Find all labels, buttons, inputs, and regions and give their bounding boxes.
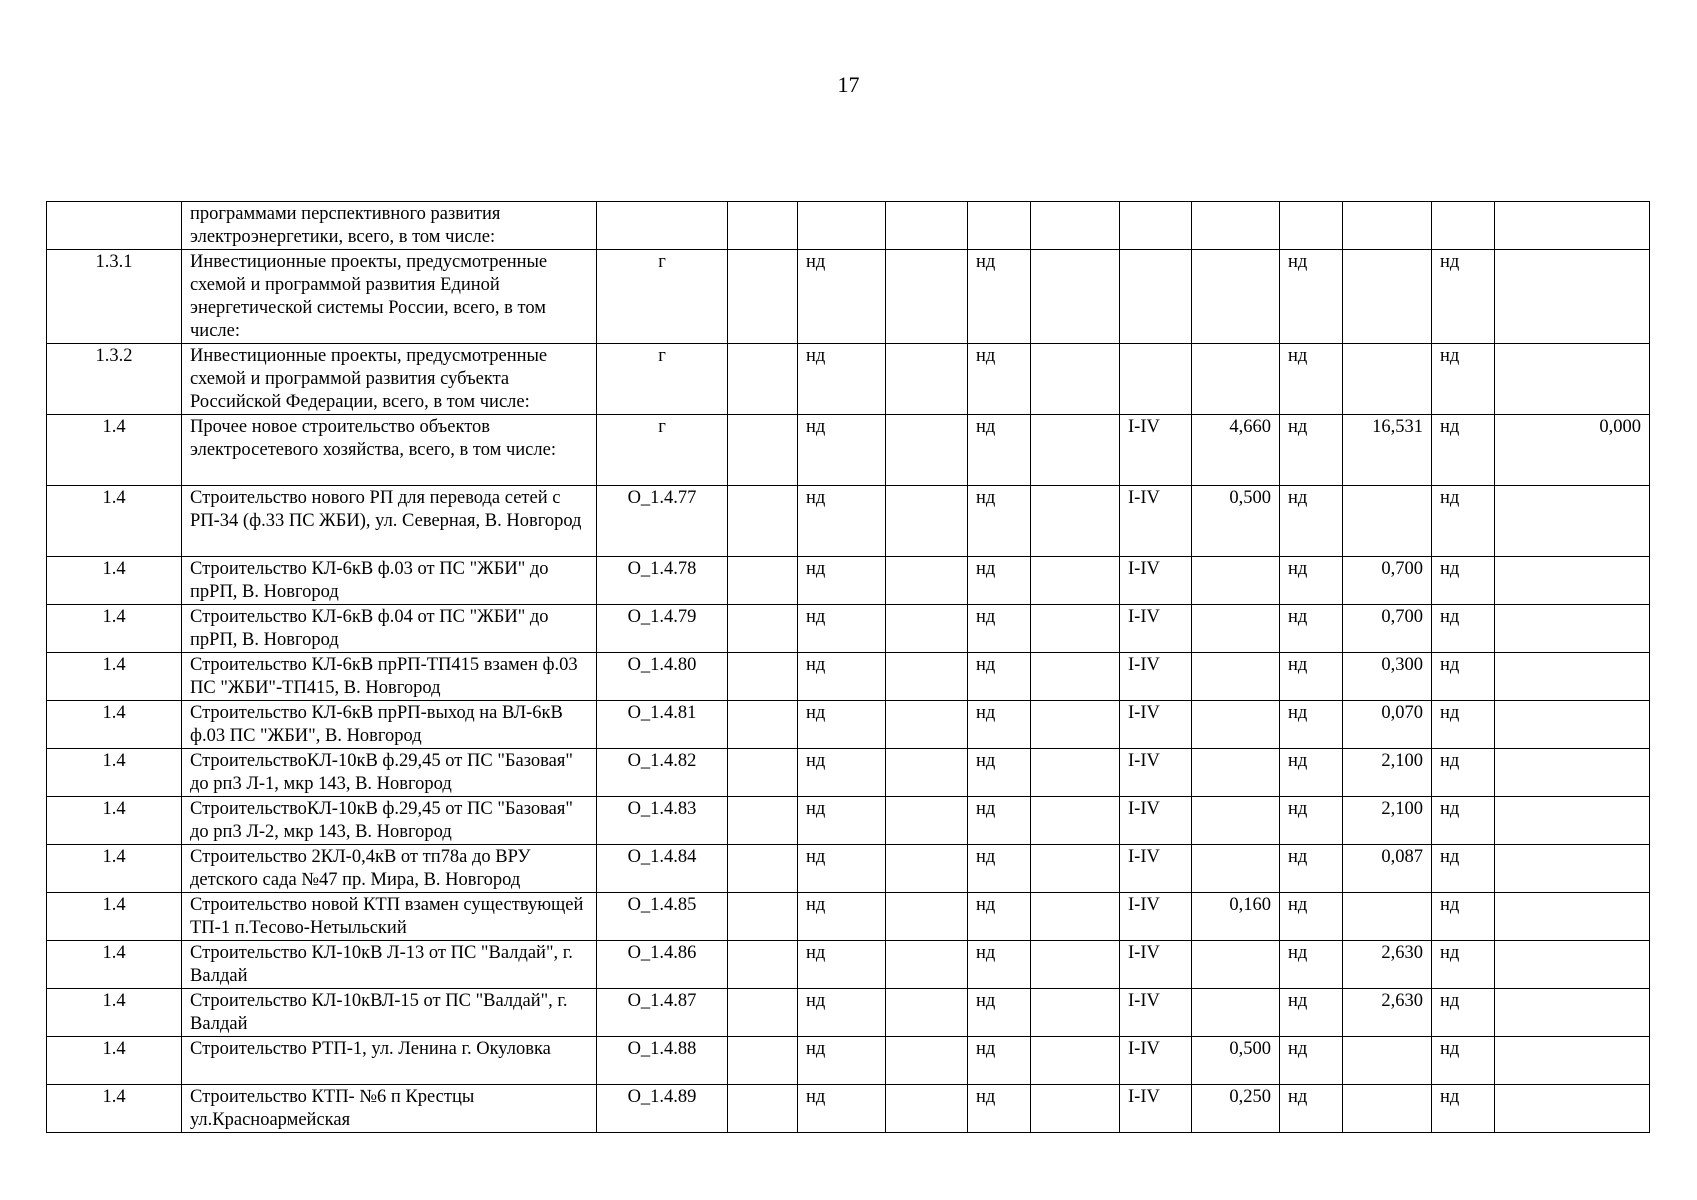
cell-period: I-IV xyxy=(1120,749,1192,797)
cell-name: Строительство 2КЛ-0,4кВ от тп78а до ВРУ детского сада №47 пр. Мира, В. Новгород xyxy=(182,845,597,893)
cell-num: 1.4 xyxy=(47,653,182,701)
cell-v2: 0,700 xyxy=(1343,557,1432,605)
cell-c4 xyxy=(728,1037,798,1085)
cell-c7: нд xyxy=(968,845,1031,893)
table-row xyxy=(47,415,1650,486)
cell-period xyxy=(1120,250,1192,344)
cell-c6 xyxy=(886,845,968,893)
cell-c7: нд xyxy=(968,344,1031,415)
cell-c5: нд xyxy=(798,989,886,1037)
cell-code: О_1.4.89 xyxy=(597,1085,728,1133)
cell-num: 1.4 xyxy=(47,1037,182,1085)
cell-num: 1.4 xyxy=(47,941,182,989)
cell-v1: 0,250 xyxy=(1192,1085,1280,1133)
cell-v1 xyxy=(1192,557,1280,605)
cell-c6 xyxy=(886,344,968,415)
cell-code: О_1.4.82 xyxy=(597,749,728,797)
cell-period xyxy=(1120,202,1192,250)
cell-v2: 2,630 xyxy=(1343,989,1432,1037)
cell-c5: нд xyxy=(798,605,886,653)
cell-name: Строительство РТП-1, ул. Ленина г. Окуловка xyxy=(182,1037,597,1085)
cell-c7: нд xyxy=(968,250,1031,344)
cell-c6 xyxy=(886,605,968,653)
cell-v1 xyxy=(1192,250,1280,344)
cell-c13: нд xyxy=(1432,605,1495,653)
cell-period: I-IV xyxy=(1120,941,1192,989)
cell-v2: 0,070 xyxy=(1343,701,1432,749)
cell-c4 xyxy=(728,989,798,1037)
cell-c6 xyxy=(886,1037,968,1085)
cell-c8 xyxy=(1031,653,1120,701)
cell-v2: 0,700 xyxy=(1343,605,1432,653)
cell-c4 xyxy=(728,1085,798,1133)
cell-c11: нд xyxy=(1280,415,1343,486)
cell-period: I-IV xyxy=(1120,989,1192,1037)
cell-c13: нд xyxy=(1432,797,1495,845)
cell-c5: нд xyxy=(798,653,886,701)
table-row xyxy=(47,557,1650,605)
cell-c4 xyxy=(728,749,798,797)
cell-c8 xyxy=(1031,941,1120,989)
cell-v3 xyxy=(1495,486,1650,557)
cell-c8 xyxy=(1031,989,1120,1037)
cell-v1 xyxy=(1192,941,1280,989)
cell-c8 xyxy=(1031,845,1120,893)
cell-c5: нд xyxy=(798,941,886,989)
cell-v3: 0,000 xyxy=(1495,415,1650,486)
cell-c8 xyxy=(1031,605,1120,653)
cell-c6 xyxy=(886,941,968,989)
cell-num: 1.4 xyxy=(47,1085,182,1133)
table-row xyxy=(47,1037,1650,1085)
cell-c7: нд xyxy=(968,1085,1031,1133)
cell-num: 1.3.1 xyxy=(47,250,182,344)
cell-c5: нд xyxy=(798,486,886,557)
cell-name: Строительство КЛ-6кВ прРП-выход на ВЛ-6кВ ф.03 ПС "ЖБИ", В. Новгород xyxy=(182,701,597,749)
cell-c13: нд xyxy=(1432,486,1495,557)
cell-c4 xyxy=(728,893,798,941)
cell-name: Строительство КЛ-6кВ ф.04 от ПС "ЖБИ" до прРП, В. Новгород xyxy=(182,605,597,653)
cell-c13: нд xyxy=(1432,557,1495,605)
cell-code: О_1.4.80 xyxy=(597,653,728,701)
cell-v3 xyxy=(1495,202,1650,250)
cell-c5: нд xyxy=(798,415,886,486)
table-row xyxy=(47,250,1650,344)
cell-v2: 0,300 xyxy=(1343,653,1432,701)
table-row xyxy=(47,845,1650,893)
cell-v2 xyxy=(1343,344,1432,415)
cell-c6 xyxy=(886,653,968,701)
cell-code: г xyxy=(597,344,728,415)
cell-c6 xyxy=(886,250,968,344)
cell-c13: нд xyxy=(1432,653,1495,701)
table-row xyxy=(47,749,1650,797)
table-row xyxy=(47,202,1650,250)
cell-code: О_1.4.84 xyxy=(597,845,728,893)
cell-c8 xyxy=(1031,893,1120,941)
cell-c5: нд xyxy=(798,1085,886,1133)
cell-v3 xyxy=(1495,749,1650,797)
cell-v2 xyxy=(1343,1085,1432,1133)
cell-v1 xyxy=(1192,653,1280,701)
table-row xyxy=(47,941,1650,989)
cell-c7: нд xyxy=(968,486,1031,557)
cell-num xyxy=(47,202,182,250)
cell-c8 xyxy=(1031,797,1120,845)
cell-name: Строительство нового РП для перевода сетей с РП-34 (ф.33 ПС ЖБИ), ул. Северная, В. Новгород xyxy=(182,486,597,557)
table-row xyxy=(47,1085,1650,1133)
cell-v2: 2,100 xyxy=(1343,749,1432,797)
cell-name: Строительство КЛ-6кВ ф.03 от ПС "ЖБИ" до прРП, В. Новгород xyxy=(182,557,597,605)
cell-c5: нд xyxy=(798,749,886,797)
cell-c4 xyxy=(728,941,798,989)
cell-v1: 0,500 xyxy=(1192,1037,1280,1085)
cell-code: О_1.4.79 xyxy=(597,605,728,653)
cell-c4 xyxy=(728,797,798,845)
cell-period: I-IV xyxy=(1120,845,1192,893)
cell-code: г xyxy=(597,415,728,486)
cell-c6 xyxy=(886,415,968,486)
cell-v1 xyxy=(1192,845,1280,893)
table-row xyxy=(47,605,1650,653)
cell-c11: нд xyxy=(1280,797,1343,845)
cell-c8 xyxy=(1031,749,1120,797)
table-row xyxy=(47,797,1650,845)
cell-v3 xyxy=(1495,797,1650,845)
cell-code xyxy=(597,202,728,250)
cell-c8 xyxy=(1031,1037,1120,1085)
cell-period: I-IV xyxy=(1120,557,1192,605)
cell-v1 xyxy=(1192,344,1280,415)
cell-c7 xyxy=(968,202,1031,250)
cell-c11 xyxy=(1280,202,1343,250)
cell-c4 xyxy=(728,250,798,344)
cell-code: О_1.4.88 xyxy=(597,1037,728,1085)
cell-c8 xyxy=(1031,344,1120,415)
cell-c13: нд xyxy=(1432,845,1495,893)
table-row xyxy=(47,344,1650,415)
cell-v3 xyxy=(1495,893,1650,941)
cell-c7: нд xyxy=(968,893,1031,941)
cell-c6 xyxy=(886,749,968,797)
table-row xyxy=(47,989,1650,1037)
cell-v1 xyxy=(1192,701,1280,749)
cell-v3 xyxy=(1495,941,1650,989)
cell-v2 xyxy=(1343,893,1432,941)
cell-code: г xyxy=(597,250,728,344)
cell-c8 xyxy=(1031,486,1120,557)
cell-c13: нд xyxy=(1432,1037,1495,1085)
cell-c8 xyxy=(1031,250,1120,344)
cell-c13: нд xyxy=(1432,344,1495,415)
cell-v2 xyxy=(1343,486,1432,557)
cell-num: 1.4 xyxy=(47,557,182,605)
cell-period: I-IV xyxy=(1120,893,1192,941)
cell-name: Инвестиционные проекты, предусмотренные схемой и программой развития Единой энергетической системы России, всего, в том числе: xyxy=(182,250,597,344)
cell-c5: нд xyxy=(798,1037,886,1085)
cell-v2: 2,100 xyxy=(1343,797,1432,845)
cell-c8 xyxy=(1031,557,1120,605)
table-row xyxy=(47,486,1650,557)
cell-v2 xyxy=(1343,202,1432,250)
cell-code: О_1.4.81 xyxy=(597,701,728,749)
cell-c7: нд xyxy=(968,653,1031,701)
cell-v2: 2,630 xyxy=(1343,941,1432,989)
cell-c11: нд xyxy=(1280,605,1343,653)
cell-num: 1.4 xyxy=(47,797,182,845)
cell-c7: нд xyxy=(968,989,1031,1037)
cell-c6 xyxy=(886,797,968,845)
cell-v1 xyxy=(1192,202,1280,250)
cell-num: 1.4 xyxy=(47,845,182,893)
cell-c6 xyxy=(886,701,968,749)
cell-num: 1.4 xyxy=(47,415,182,486)
cell-c6 xyxy=(886,486,968,557)
cell-c7: нд xyxy=(968,415,1031,486)
cell-c11: нд xyxy=(1280,701,1343,749)
cell-c7: нд xyxy=(968,797,1031,845)
cell-c6 xyxy=(886,893,968,941)
cell-name: Строительство КЛ-6кВ прРП-ТП415 взамен ф.03 ПС "ЖБИ"-ТП415, В. Новгород xyxy=(182,653,597,701)
cell-c5: нд xyxy=(798,557,886,605)
cell-c13: нд xyxy=(1432,749,1495,797)
cell-num: 1.4 xyxy=(47,989,182,1037)
cell-v2 xyxy=(1343,1037,1432,1085)
cell-c11: нд xyxy=(1280,1085,1343,1133)
cell-c11: нд xyxy=(1280,749,1343,797)
cell-v1: 0,500 xyxy=(1192,486,1280,557)
cell-c11: нд xyxy=(1280,845,1343,893)
page-number: 17 xyxy=(837,72,860,97)
cell-period: I-IV xyxy=(1120,1085,1192,1133)
cell-period: I-IV xyxy=(1120,797,1192,845)
table-body xyxy=(47,202,1650,1133)
cell-c6 xyxy=(886,557,968,605)
cell-v1 xyxy=(1192,605,1280,653)
cell-c11: нд xyxy=(1280,989,1343,1037)
cell-c6 xyxy=(886,989,968,1037)
cell-c6 xyxy=(886,202,968,250)
table-row xyxy=(47,893,1650,941)
cell-name: СтроительствоКЛ-10кВ ф.29,45 от ПС "Базовая" до рп3 Л-1, мкр 143, В. Новгород xyxy=(182,749,597,797)
cell-c4 xyxy=(728,344,798,415)
cell-num: 1.3.2 xyxy=(47,344,182,415)
cell-v1 xyxy=(1192,797,1280,845)
cell-c5: нд xyxy=(798,893,886,941)
cell-c4 xyxy=(728,557,798,605)
cell-c5: нд xyxy=(798,701,886,749)
cell-c5: нд xyxy=(798,845,886,893)
cell-v1: 0,160 xyxy=(1192,893,1280,941)
cell-c11: нд xyxy=(1280,893,1343,941)
cell-period: I-IV xyxy=(1120,605,1192,653)
cell-c8 xyxy=(1031,415,1120,486)
cell-name: Прочее новое строительство объектов электросетевого хозяйства, всего, в том числе: xyxy=(182,415,597,486)
cell-c5 xyxy=(798,202,886,250)
cell-num: 1.4 xyxy=(47,893,182,941)
cell-code: О_1.4.83 xyxy=(597,797,728,845)
cell-v3 xyxy=(1495,1037,1650,1085)
cell-v3 xyxy=(1495,845,1650,893)
cell-v3 xyxy=(1495,557,1650,605)
cell-c7: нд xyxy=(968,605,1031,653)
cell-code: О_1.4.87 xyxy=(597,989,728,1037)
cell-name: Строительство КЛ-10кВ Л-13 от ПС "Валдай", г. Валдай xyxy=(182,941,597,989)
cell-num: 1.4 xyxy=(47,486,182,557)
cell-c11: нд xyxy=(1280,557,1343,605)
cell-v1 xyxy=(1192,989,1280,1037)
cell-v2: 0,087 xyxy=(1343,845,1432,893)
cell-c5: нд xyxy=(798,250,886,344)
cell-c11: нд xyxy=(1280,1037,1343,1085)
cell-name: Строительство КТП- №6 п Крестцы ул.Красноармейская xyxy=(182,1085,597,1133)
cell-code: О_1.4.77 xyxy=(597,486,728,557)
cell-v1: 4,660 xyxy=(1192,415,1280,486)
cell-v1 xyxy=(1192,749,1280,797)
cell-code: О_1.4.86 xyxy=(597,941,728,989)
cell-c4 xyxy=(728,701,798,749)
investment-table xyxy=(46,201,1650,1133)
cell-c13: нд xyxy=(1432,989,1495,1037)
cell-period: I-IV xyxy=(1120,415,1192,486)
cell-c11: нд xyxy=(1280,344,1343,415)
cell-c4 xyxy=(728,415,798,486)
cell-period: I-IV xyxy=(1120,1037,1192,1085)
cell-v3 xyxy=(1495,1085,1650,1133)
cell-name: программами перспективного развития электроэнергетики, всего, в том числе: xyxy=(182,202,597,250)
cell-c4 xyxy=(728,845,798,893)
cell-c13: нд xyxy=(1432,250,1495,344)
cell-c6 xyxy=(886,1085,968,1133)
cell-period: I-IV xyxy=(1120,486,1192,557)
cell-c8 xyxy=(1031,1085,1120,1133)
cell-c7: нд xyxy=(968,701,1031,749)
cell-c13 xyxy=(1432,202,1495,250)
cell-c13: нд xyxy=(1432,893,1495,941)
cell-code: О_1.4.78 xyxy=(597,557,728,605)
cell-code: О_1.4.85 xyxy=(597,893,728,941)
table-row xyxy=(47,701,1650,749)
cell-c7: нд xyxy=(968,941,1031,989)
cell-num: 1.4 xyxy=(47,605,182,653)
cell-c13: нд xyxy=(1432,415,1495,486)
cell-name: Строительство КЛ-10кВЛ-15 от ПС "Валдай", г. Валдай xyxy=(182,989,597,1037)
cell-c11: нд xyxy=(1280,653,1343,701)
cell-v2 xyxy=(1343,250,1432,344)
cell-v3 xyxy=(1495,989,1650,1037)
cell-c4 xyxy=(728,202,798,250)
cell-c11: нд xyxy=(1280,486,1343,557)
cell-period xyxy=(1120,344,1192,415)
cell-name: Инвестиционные проекты, предусмотренные схемой и программой развития субъекта Российской Федерации, всего, в том числе: xyxy=(182,344,597,415)
cell-v3 xyxy=(1495,250,1650,344)
cell-c8 xyxy=(1031,202,1120,250)
cell-c4 xyxy=(728,653,798,701)
cell-num: 1.4 xyxy=(47,749,182,797)
cell-name: Строительство новой КТП взамен существующей ТП-1 п.Тесово-Нетыльский xyxy=(182,893,597,941)
cell-c8 xyxy=(1031,701,1120,749)
cell-c7: нд xyxy=(968,749,1031,797)
cell-c13: нд xyxy=(1432,941,1495,989)
cell-c13: нд xyxy=(1432,701,1495,749)
cell-c11: нд xyxy=(1280,941,1343,989)
cell-c4 xyxy=(728,605,798,653)
cell-c4 xyxy=(728,486,798,557)
cell-name: СтроительствоКЛ-10кВ ф.29,45 от ПС "Базовая" до рп3 Л-2, мкр 143, В. Новгород xyxy=(182,797,597,845)
cell-v3 xyxy=(1495,605,1650,653)
table-row xyxy=(47,653,1650,701)
cell-v2: 16,531 xyxy=(1343,415,1432,486)
cell-c5: нд xyxy=(798,344,886,415)
cell-v3 xyxy=(1495,701,1650,749)
cell-c7: нд xyxy=(968,557,1031,605)
cell-v3 xyxy=(1495,653,1650,701)
cell-v3 xyxy=(1495,344,1650,415)
cell-num: 1.4 xyxy=(47,701,182,749)
cell-c7: нд xyxy=(968,1037,1031,1085)
cell-c13: нд xyxy=(1432,1085,1495,1133)
cell-period: I-IV xyxy=(1120,701,1192,749)
cell-c11: нд xyxy=(1280,250,1343,344)
cell-c5: нд xyxy=(798,797,886,845)
cell-period: I-IV xyxy=(1120,653,1192,701)
